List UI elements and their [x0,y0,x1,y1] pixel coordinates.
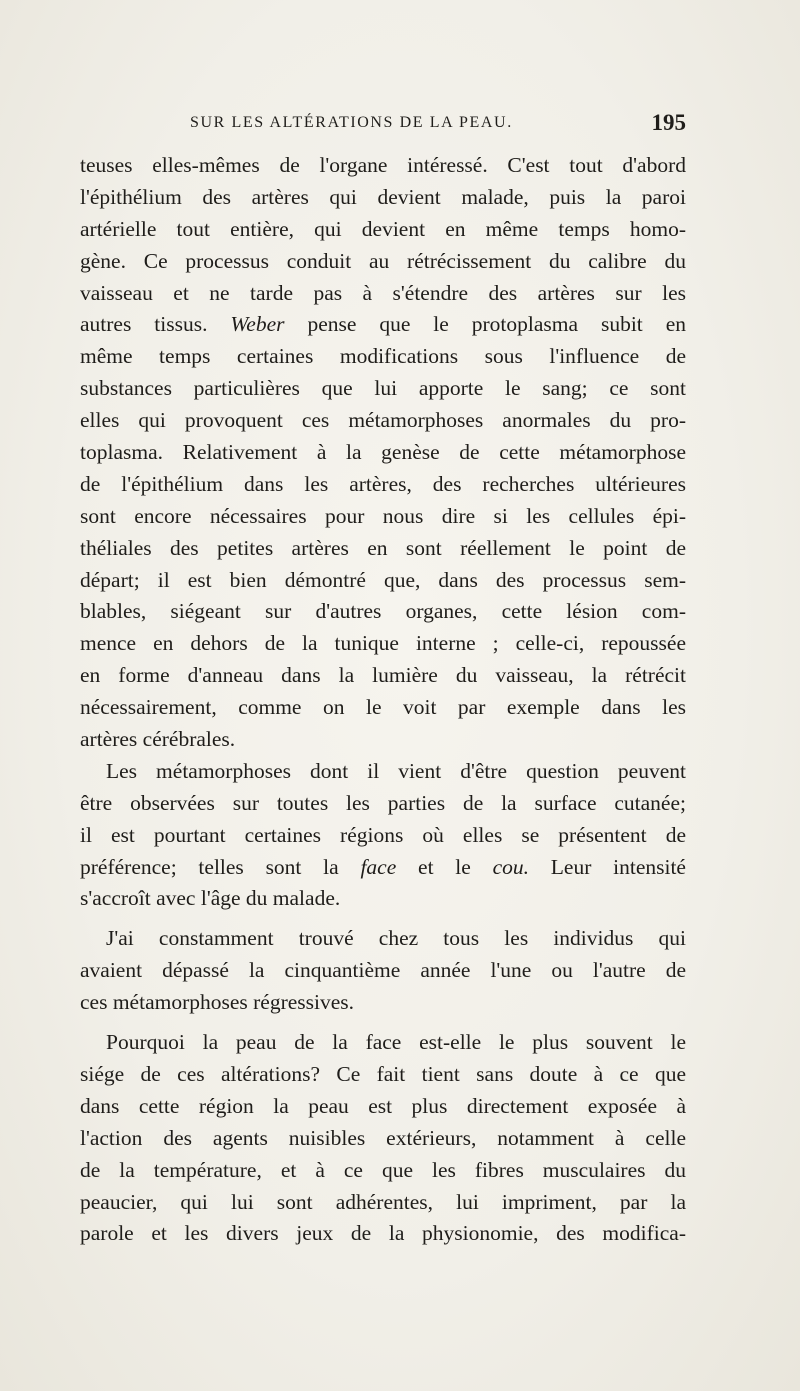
text-line: artères cérébrales. [80,727,236,752]
text-run: pense que le protoplasma subit en [284,312,686,337]
text-line: l'épithélium des artères qui devient malade, puis la paroi [80,184,686,209]
text-line: parole et les divers jeux de la physionomie, des modifica- [80,1221,686,1246]
text-line: teuses elles-mêmes de l'organe intéressé. C'est tout d'abord [80,153,686,177]
italic-term: face [360,854,397,879]
running-title: SUR LES ALTÉRATIONS DE LA PEAU. [190,114,513,131]
text-line: Pourquoi la peau de la face est-elle le plus souvent le [106,1030,686,1055]
text-line: nécessairement, comme on le voit par exemple dans les [80,695,686,720]
italic-term: cou. [492,854,530,879]
text-line: avaient dépassé la cinquantième année l'une ou l'autre de [80,958,686,983]
text-line: de l'épithélium dans les artères, des recherches ultérieures [80,471,686,496]
author-name-italic: Weber [230,312,285,337]
text-line: en forme d'anneau dans la lumière du vaisseau, la rétrécit [80,663,686,688]
text-line: J'ai constamment trouvé chez tous les individus qui [106,926,686,951]
text-line: départ; il est bien démontré que, dans des processus sem- [80,567,686,592]
text-line: blables, siégeant sur d'autres organes, cette lésion com- [80,599,686,624]
text-line: être observées sur toutes les parties de la surface cutanée; [80,790,686,815]
page-number: 195 [651,110,686,135]
text-line [80,309,686,341]
text-line: de la température, et à ce que les fibres musculaires du [80,1157,686,1182]
text-line: toplasma. Relativement à la genèse de cette métamorphose [80,440,686,465]
text-line: siége de ces altérations? Ce fait tient sans doute à ce que [80,1061,686,1086]
text-line: peaucier, qui lui sont adhérentes, lui impriment, par la [80,1189,686,1214]
text-line: il est pourtant certaines régions où elles se présentent de [80,822,686,847]
text-run: et le [396,854,493,879]
text-line [80,852,686,884]
text-run: Leur intensité [529,854,686,879]
text-line: l'action des agents nuisibles extérieurs, notamment à celle [80,1125,686,1150]
text-line: gène. Ce processus conduit au rétrécissement du calibre du [80,248,686,273]
text-line: Les métamorphoses dont il vient d'être question peuvent [106,758,686,783]
text-run: autres tissus. [80,312,231,337]
text-line: substances particulières que lui apporte le sang; ce sont [80,376,686,401]
text-line: s'accroît avec l'âge du malade. [80,886,341,911]
text-line: même temps certaines modifications sous l'influence de [80,344,686,369]
body-text [80,150,686,1250]
page-header [80,110,686,138]
text-line: ces métamorphoses régressives. [80,990,355,1015]
text-line: sont encore nécessaires pour nous dire si les cellules épi- [80,503,686,528]
text-line: elles qui provoquent ces métamorphoses anormales du pro- [80,408,686,433]
text-line: dans cette région la peau est plus directement exposée à [80,1093,686,1118]
text-line: vaisseau et ne tarde pas à s'étendre des artères sur les [80,280,686,305]
text-run: préférence; telles sont la [80,854,361,879]
text-line: mence en dehors de la tunique interne ; celle-ci, repoussée [80,631,686,656]
text-line: artérielle tout entière, qui devient en même temps homo- [80,216,686,241]
text-line: théliales des petites artères en sont réellement le point de [80,535,686,560]
